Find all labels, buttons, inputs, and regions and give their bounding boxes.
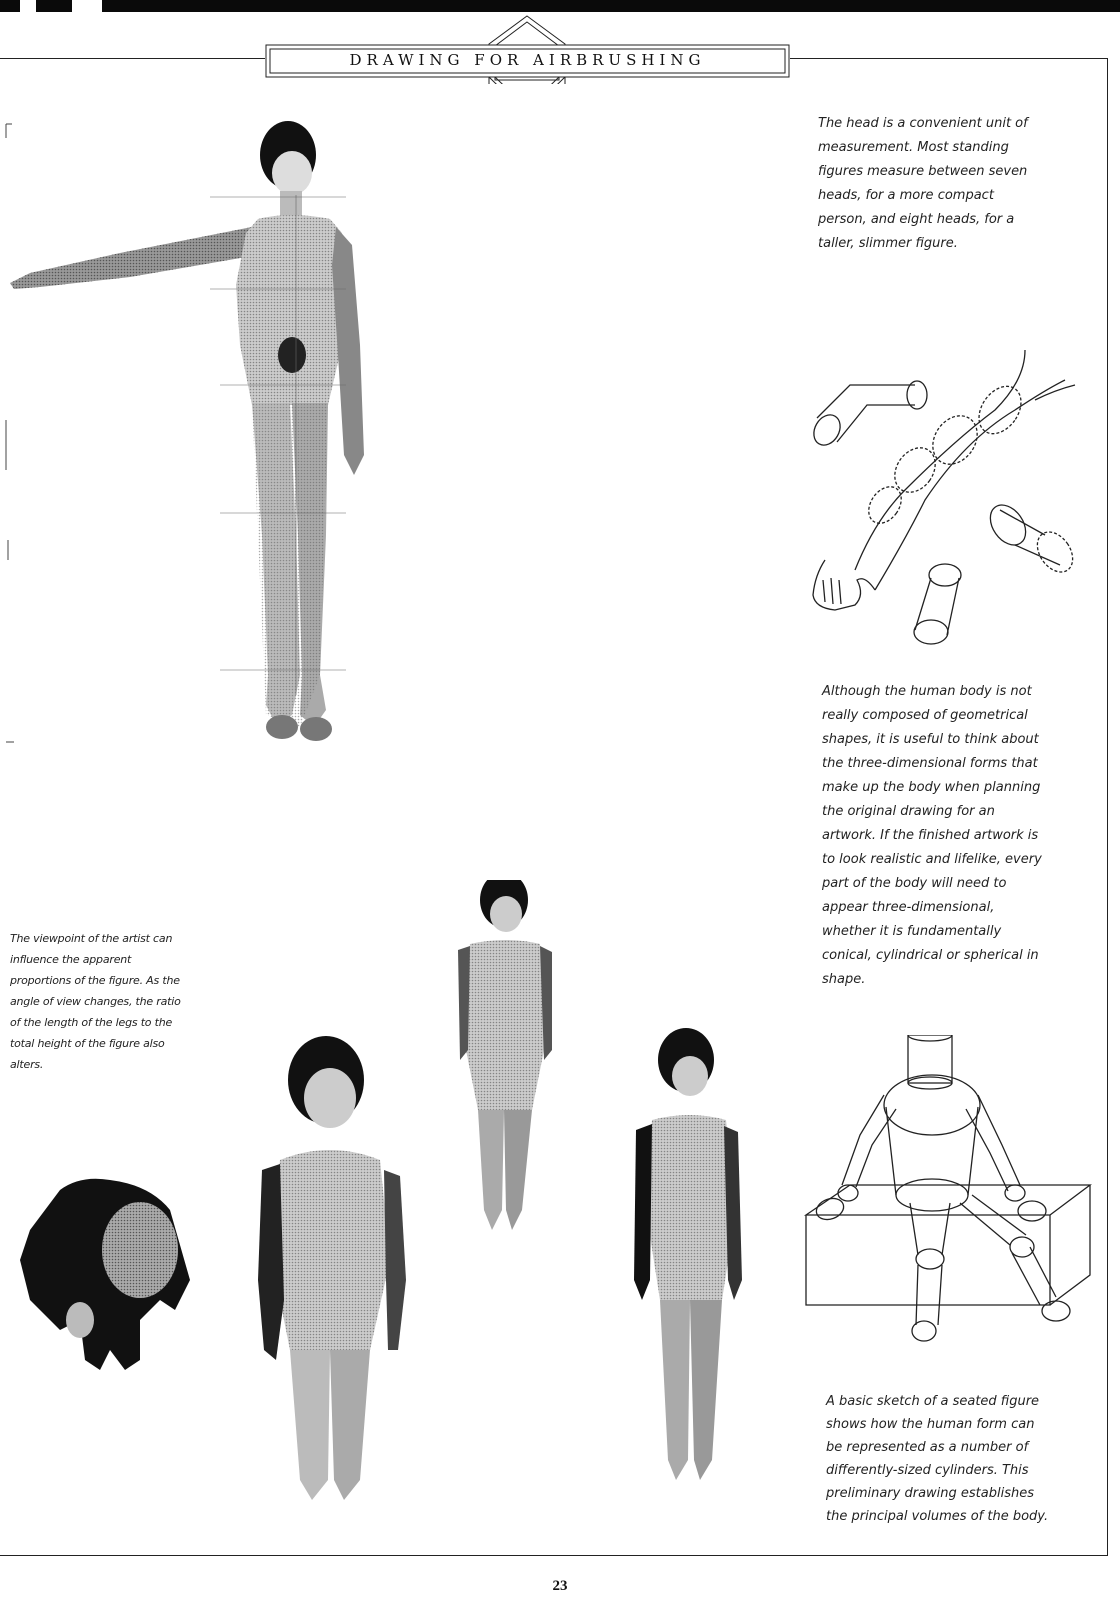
standing-figure-photo xyxy=(0,115,400,755)
running-header xyxy=(265,44,790,76)
caption-viewpoint: The viewpoint of the artist can influence the apparent proportions of the figure. As the angle of view changes, the ratio of the length of the legs to the total height of the figure also alters. xyxy=(10,932,181,1071)
header-title: DRAWING FOR AIRBRUSHING xyxy=(349,51,706,69)
frame-rule-left xyxy=(0,58,265,59)
caption-seated-sketch: A basic sketch of a seated figure shows how the human form can be represented as a number of differently-sized cylinders. This preliminary drawing establishes the principal volumes of the body. xyxy=(826,1394,1049,1524)
figure-eye-level xyxy=(458,880,552,1230)
caption-head-unit: The head is a convenient unit of measurement. Most standing figures measure between seven heads, for a more compact person, and eight heads, for a taller, slimmer figure. xyxy=(818,116,1028,251)
top-black-bar xyxy=(0,0,1120,12)
frame-right-border xyxy=(1107,58,1108,1556)
figure-low-angle xyxy=(258,1036,406,1500)
frame-bottom-border xyxy=(0,1555,1108,1556)
top-bar-gap xyxy=(20,0,36,12)
caption-geometric-forms: Although the human body is not really composed of geometrical shapes, it is useful to think about the three-dimensional forms that make up the body when planning the original drawing for an artwork. If the finished artwork is to look realistic and lifelike, every part of the body will need to appear three-dimensional, whether it is fundamentally conical, cylindrical or spherical in shape. xyxy=(822,684,1042,987)
top-bar-gap xyxy=(72,0,102,12)
page-number: 23 xyxy=(552,1578,568,1594)
figure-top-view xyxy=(20,1179,190,1370)
arm-cylinders-diagram xyxy=(805,340,1095,660)
frame-rule-right xyxy=(790,58,1108,59)
seated-figure-sketch xyxy=(800,1035,1100,1365)
figure-high-angle xyxy=(634,1028,742,1480)
